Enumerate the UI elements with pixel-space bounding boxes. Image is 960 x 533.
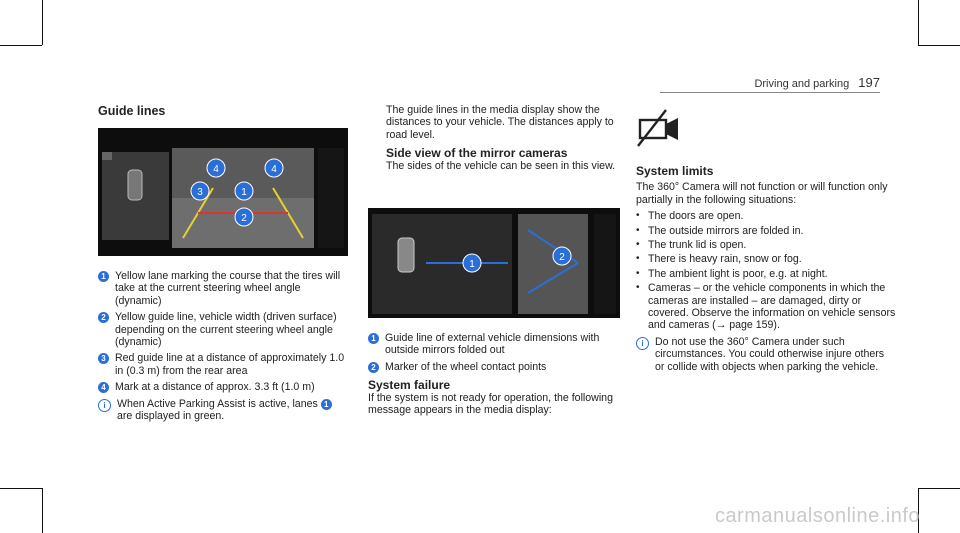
side-view-image <box>368 208 620 318</box>
system-limits-heading: System limits <box>636 164 714 178</box>
guide-lines-screenshot <box>98 128 348 256</box>
list-item <box>368 361 620 373</box>
bullet-text: Cameras – or the vehicle components in which the cameras are installed – are damaged, dirty or covered. Observe the information on vehicle sensors and cameras (→ page 159). <box>648 282 896 332</box>
list-item <box>636 239 896 251</box>
callout-number: 1 <box>321 399 332 410</box>
list-item <box>98 311 348 348</box>
info-text-start: When Active Parking Assist is active, lanes <box>117 397 318 410</box>
bullet: • <box>636 253 640 265</box>
bullet: • <box>636 267 640 279</box>
info-note <box>636 336 896 373</box>
item-text: Red guide line at a distance of approximately 1.0 in (0.3 m) from the rear area <box>115 352 345 377</box>
list-item <box>98 381 348 393</box>
crop-mark <box>42 0 43 45</box>
side-view-desc: The sides of the vehicle can be seen in this view. <box>386 159 616 172</box>
list-item <box>636 225 896 237</box>
info-note <box>98 398 348 423</box>
camera-off-icon <box>636 108 686 153</box>
list-item <box>636 253 896 265</box>
callout-1: 1 <box>241 187 247 198</box>
page-number: 197 <box>858 75 880 90</box>
item-text: Yellow guide line, vehicle width (driven surface) depending on the current steering wheel angle (dynamic) <box>115 311 337 349</box>
item-text: Mark at a distance of approx. 3.3 ft (1.0 m) <box>115 381 315 394</box>
intro-text: The guide lines in the media display show the distances to your vehicle. The distances apply to road level. <box>386 104 614 141</box>
right-column <box>636 165 896 373</box>
guide-lines-heading: Guide lines <box>98 104 166 118</box>
side-view-screenshot <box>368 208 620 318</box>
bullet-text: The ambient light is poor, e.g. at night. <box>648 267 828 280</box>
callout-number: 2 <box>98 312 109 323</box>
list-item <box>636 210 896 222</box>
callout-2: 2 <box>241 213 247 224</box>
callout-number: 3 <box>98 353 109 364</box>
crop-mark <box>918 0 919 45</box>
bullet: • <box>636 224 640 236</box>
system-failure-text: If the system is not ready for operation, the following message appears in the media display: <box>368 391 613 417</box>
callout-4a: 4 <box>213 164 219 175</box>
callout-number: 4 <box>98 382 109 393</box>
running-header <box>754 75 880 90</box>
list-item <box>368 332 620 357</box>
info-text-end: are displayed in green. <box>117 410 225 423</box>
bullet: • <box>636 282 640 294</box>
middle-column-bottom <box>368 332 620 416</box>
info-icon: i <box>98 399 111 412</box>
bullet-text: There is heavy rain, snow or fog. <box>648 253 802 266</box>
info-icon: i <box>636 337 649 350</box>
crop-mark <box>0 488 42 489</box>
item-text: Guide line of external vehicle dimensions with outside mirrors folded out <box>385 332 600 357</box>
list-item <box>98 352 348 377</box>
info-text <box>117 398 332 423</box>
item-text: Yellow lane marking the course that the tires will take at the current steering wheel angle (dynamic) <box>115 270 341 307</box>
bullet-text: The doors are open. <box>648 210 744 223</box>
callout-3: 3 <box>197 187 203 198</box>
bullet: • <box>636 239 640 251</box>
callout-4b: 4 <box>271 164 277 175</box>
bullet-text: The trunk lid is open. <box>648 239 747 252</box>
crop-mark <box>0 45 42 46</box>
system-failure-heading: System failure <box>368 378 451 393</box>
callout-number: 1 <box>98 271 109 282</box>
callout-2: 2 <box>559 252 565 263</box>
callout-number: 2 <box>368 362 379 373</box>
bullet: • <box>636 210 640 222</box>
section-title: Driving and parking <box>754 78 850 90</box>
camera-display-image <box>98 128 348 256</box>
header-rule <box>660 92 880 93</box>
crop-mark <box>42 488 43 533</box>
left-column <box>98 270 348 422</box>
item-text: Marker of the wheel contact points <box>385 360 547 373</box>
info-text: Do not use the 360° Camera under such circumstances. You could otherwise injure others or collide with objects when parking the vehicle. <box>655 335 885 373</box>
side-view-heading: Side view of the mirror cameras <box>386 146 568 161</box>
callout-number: 1 <box>368 333 379 344</box>
crop-mark <box>918 45 960 46</box>
middle-column-top <box>386 104 618 172</box>
bullet-text: The outside mirrors are folded in. <box>648 224 804 237</box>
crop-mark <box>918 488 960 489</box>
list-item <box>636 282 896 332</box>
system-limits-intro: The 360° Camera will not function or will function only partially in the following situations: <box>636 181 888 206</box>
watermark: carmanualsonline.info <box>714 505 920 527</box>
list-item <box>636 268 896 280</box>
list-item <box>98 270 348 307</box>
callout-1: 1 <box>469 259 475 270</box>
